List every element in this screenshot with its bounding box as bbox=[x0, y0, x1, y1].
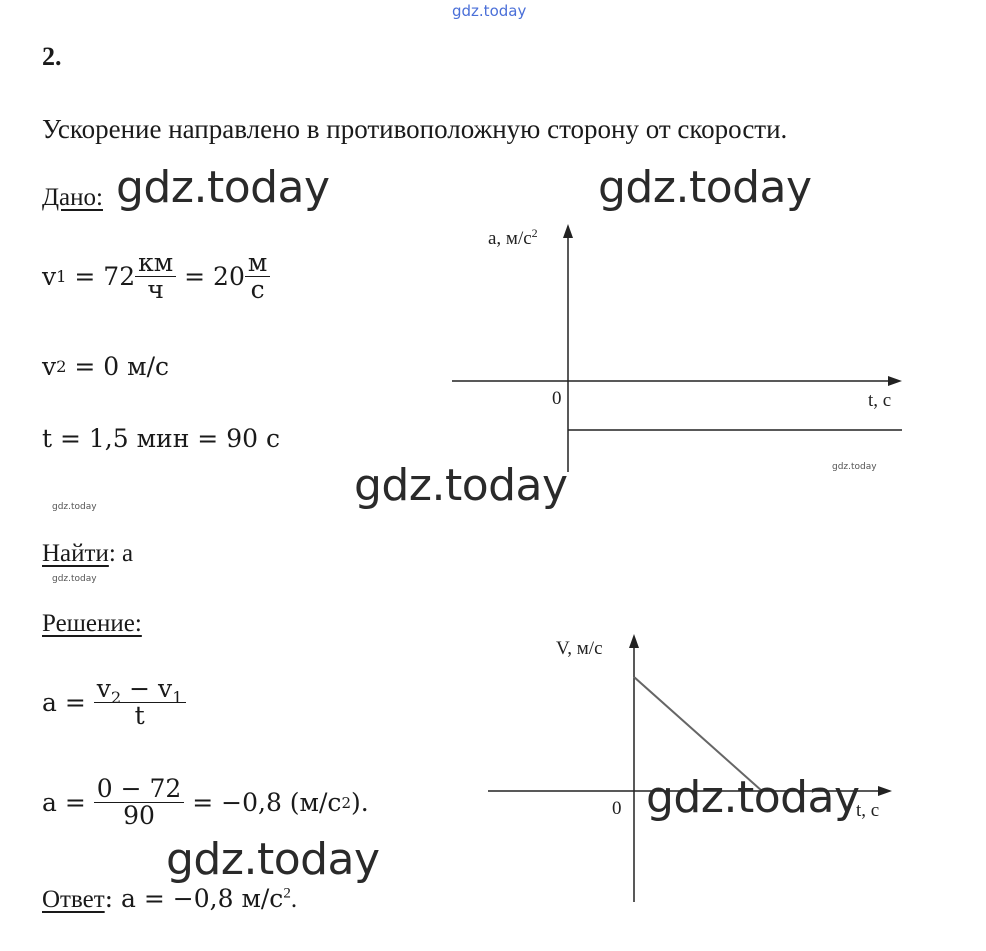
answer-end: . bbox=[290, 886, 298, 913]
task-number: 2. bbox=[42, 42, 62, 71]
watermark-small-2: gdz.today bbox=[52, 574, 97, 584]
find-label: Найти bbox=[42, 540, 109, 567]
calc-numerator: 0 − 72 bbox=[94, 776, 185, 803]
v2-value: = 0 м/с bbox=[66, 352, 170, 381]
calc-result-end: ). bbox=[350, 788, 369, 818]
given-v1: v 1 = 72 $\frac{км}{ч}$ = 20 $\frac{м}{с}$ bbox=[42, 250, 270, 304]
watermark-big-4: gdz.today bbox=[646, 772, 860, 823]
given-label: Дано: bbox=[42, 184, 103, 211]
watermark-top: gdz.today bbox=[452, 2, 527, 20]
graph-v-y-arrow bbox=[629, 634, 639, 648]
watermark-small-1: gdz.today bbox=[52, 502, 97, 512]
v1-symbol: v bbox=[42, 262, 57, 292]
calc-result: = −0,8 (м/с bbox=[184, 788, 342, 818]
find-text: : a bbox=[108, 540, 134, 567]
calc-denominator: 90 bbox=[123, 801, 155, 831]
v1-frac2-num: м bbox=[245, 250, 270, 277]
graph-v-x-arrow bbox=[878, 786, 892, 796]
watermark-big-5: gdz.today bbox=[166, 834, 380, 885]
graph-a-origin: 0 bbox=[552, 388, 562, 409]
solution-label: Решение: bbox=[42, 610, 142, 637]
graph-v-origin: 0 bbox=[612, 798, 622, 819]
watermark-big-1: gdz.today bbox=[116, 162, 330, 213]
answer-text: : a = −0,8 м/с bbox=[104, 884, 284, 913]
calculation: a = $\frac{0 - 72}{90}$ = −0,8 (м/с 2 ). bbox=[42, 774, 369, 831]
t-value: t = 1,5 мин = 90 с bbox=[42, 424, 280, 453]
graph-v-ylabel: V, м/с bbox=[556, 638, 603, 659]
graph-v-xlabel: t, с bbox=[856, 800, 880, 821]
v1-eq: = 72 bbox=[66, 262, 136, 292]
formula-v2-sub: 2 bbox=[110, 688, 122, 707]
v2-symbol: v bbox=[42, 352, 57, 381]
formula-minus-v1: − v bbox=[121, 674, 173, 703]
formula-denominator: t bbox=[134, 701, 145, 731]
formula-v2: v bbox=[96, 674, 111, 703]
graph-a-xlabel: t, с bbox=[868, 390, 892, 411]
answer-label: Ответ bbox=[42, 886, 105, 913]
watermark-big-3: gdz.today bbox=[354, 460, 568, 511]
given-v2: v 2 = 0 м/с bbox=[42, 352, 170, 381]
v1-frac2-den: с bbox=[250, 275, 265, 305]
formula-v1-sub: 1 bbox=[172, 688, 183, 707]
answer-sup: 2 bbox=[283, 885, 291, 902]
v1-frac-den: ч bbox=[147, 275, 164, 305]
calc-lhs: a = bbox=[42, 788, 94, 818]
v1-frac-num: км bbox=[135, 250, 176, 277]
formula-lhs: a = bbox=[42, 688, 94, 718]
problem-statement: Ускорение направлено в противоположную сторону от скорости. bbox=[42, 114, 788, 144]
watermark-small-3: gdz.today bbox=[832, 462, 877, 472]
graph-a-ylabel: a, $м/с^2$ bbox=[488, 226, 538, 249]
v1-eq2: = 20 bbox=[176, 262, 245, 292]
watermark-big-2: gdz.today bbox=[598, 162, 812, 213]
